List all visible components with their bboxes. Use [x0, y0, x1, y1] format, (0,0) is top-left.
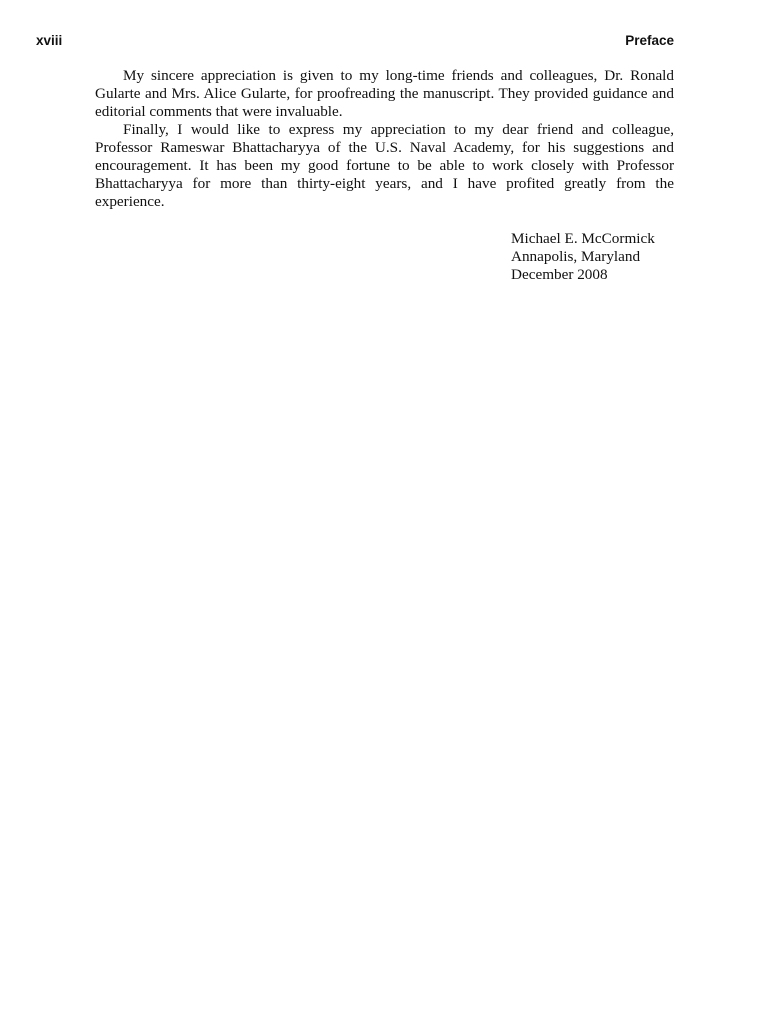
preface-body [95, 67, 674, 211]
signature-block [511, 230, 711, 284]
signature-date: December 2008 [511, 266, 608, 283]
running-head [36, 32, 674, 50]
author-location: Annapolis, Maryland [511, 248, 641, 265]
paragraph-acknowledgement-bhattacharyya: Finally, I would like to express my appreciation to my dear friend and colleague, Professor Rameswar Bhattacharyya of the U.S. Naval Academy, for his suggestions and encouragement. It has been my good fortune to be able to work closely with Professor Bhattacharyya for more than thirty-eight years, and I have profited greatly from the experience. [95, 121, 674, 210]
section-title: Preface [625, 33, 674, 48]
page-number: xviii [36, 33, 63, 48]
paragraph-acknowledgement-gularte: My sincere appreciation is given to my long-time friends and colleagues, Dr. Ronald Gularte and Mrs. Alice Gularte, for proofreading the manuscript. They provided guidance and editorial comments that were invaluable. [95, 67, 674, 120]
author-name: Michael E. McCormick [511, 230, 655, 247]
